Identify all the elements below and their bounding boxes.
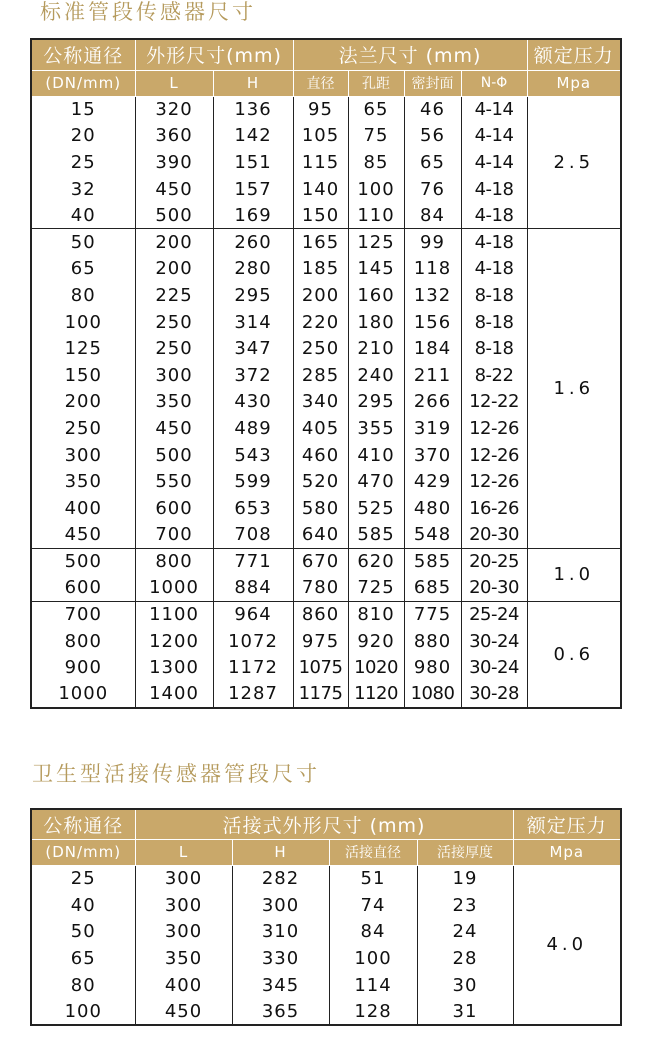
cell-height-h: 310 [232,918,329,945]
cell-seal-face: 99 [404,229,461,256]
cell-height-h: 169 [213,202,293,229]
cell-height-h: 345 [232,972,329,999]
cell-hole-distance: 295 [348,389,404,416]
cell-nominal-diameter: 600 [31,575,135,602]
cell-flange-diameter: 285 [293,362,348,389]
cell-height-h: 372 [213,362,293,389]
cell-bolt-spec: 20-25 [461,548,527,575]
cell-length-l: 1300 [135,654,213,681]
cell-bolt-spec: 30-24 [461,628,527,655]
cell-seal-face: 211 [404,362,461,389]
section-title-standard: 标准管段传感器尺寸 [40,0,256,24]
cell-flange-diameter: 780 [293,575,348,602]
cell-hole-distance: 145 [348,256,404,283]
header-rated-pressure: 额定压力 [527,39,621,70]
cell-union-diameter: 128 [329,998,417,1025]
cell-union-diameter: 114 [329,972,417,999]
cell-nominal-diameter: 80 [31,282,135,309]
cell-bolt-spec: 4-14 [461,149,527,176]
cell-length-l: 390 [135,149,213,176]
cell-seal-face: 980 [404,654,461,681]
cell-height-h: 295 [213,282,293,309]
cell-nominal-diameter: 350 [31,468,135,495]
cell-seal-face: 132 [404,282,461,309]
cell-hole-distance: 100 [348,176,404,203]
cell-hole-distance: 125 [348,229,404,256]
cell-bolt-spec: 30-24 [461,654,527,681]
cell-length-l: 1400 [135,681,213,708]
cell-bolt-spec: 8-18 [461,335,527,362]
cell-height-h: 136 [213,96,293,123]
cell-nominal-diameter: 100 [31,309,135,336]
cell-nominal-diameter: 40 [31,202,135,229]
cell-nominal-diameter: 150 [31,362,135,389]
cell-nominal-diameter: 125 [31,335,135,362]
header-bolts: N-Φ [461,70,527,96]
header-nominal-diameter: 公称通径 [31,39,135,70]
header2-L: L [135,839,232,865]
cell-hole-distance: 620 [348,548,404,575]
cell-nominal-diameter: 25 [31,149,135,176]
cell-bolt-spec: 8-18 [461,282,527,309]
cell-height-h: 964 [213,601,293,628]
header-diameter: 直径 [293,70,348,96]
header2-nominal-diameter: 公称通径 [31,809,135,839]
cell-bolt-spec: 8-18 [461,309,527,336]
cell-length-l: 500 [135,442,213,469]
cell-nominal-diameter: 700 [31,601,135,628]
cell-height-h: 347 [213,335,293,362]
header2-union-diameter: 活接直径 [329,839,417,865]
cell-nominal-diameter: 20 [31,123,135,150]
cell-seal-face: 429 [404,468,461,495]
cell-length-l: 300 [135,362,213,389]
cell-bolt-spec: 12-26 [461,415,527,442]
cell-bolt-spec: 30-28 [461,681,527,708]
cell-bolt-spec: 12-26 [461,442,527,469]
cell-union-thickness: 28 [417,945,513,972]
cell-seal-face: 685 [404,575,461,602]
cell-height-h: 330 [232,945,329,972]
cell-union-thickness: 23 [417,892,513,919]
cell-hole-distance: 725 [348,575,404,602]
cell-seal-face: 880 [404,628,461,655]
cell-bolt-spec: 4-18 [461,202,527,229]
cell-flange-diameter: 520 [293,468,348,495]
cell-union-thickness: 19 [417,865,513,892]
cell-nominal-diameter: 250 [31,415,135,442]
cell-seal-face: 548 [404,522,461,549]
cell-height-h: 1172 [213,654,293,681]
table-row [31,96,621,123]
header-hole-distance: 孔距 [348,70,404,96]
cell-height-h: 599 [213,468,293,495]
cell-length-l: 500 [135,202,213,229]
cell-nominal-diameter: 50 [31,918,135,945]
cell-hole-distance: 65 [348,96,404,123]
sanitary-union-dimensions-table [30,808,622,1026]
cell-hole-distance: 180 [348,309,404,336]
header-L: L [135,70,213,96]
cell-seal-face: 266 [404,389,461,416]
cell-height-h: 771 [213,548,293,575]
cell-hole-distance: 810 [348,601,404,628]
cell-seal-face: 46 [404,96,461,123]
table-row [31,548,621,575]
cell-nominal-diameter: 65 [31,945,135,972]
header-flange-size: 法兰尺寸 (mm) [293,39,527,70]
cell-nominal-diameter: 800 [31,628,135,655]
cell-flange-diameter: 1175 [293,681,348,708]
cell-length-l: 350 [135,389,213,416]
header2-H: H [232,839,329,865]
cell-nominal-diameter: 400 [31,495,135,522]
cell-seal-face: 184 [404,335,461,362]
cell-seal-face: 480 [404,495,461,522]
cell-bolt-spec: 25-24 [461,601,527,628]
cell-seal-face: 76 [404,176,461,203]
cell-length-l: 550 [135,468,213,495]
cell-nominal-diameter: 900 [31,654,135,681]
cell-length-l: 225 [135,282,213,309]
cell-bolt-spec: 4-14 [461,123,527,150]
cell-seal-face: 1080 [404,681,461,708]
cell-flange-diameter: 640 [293,522,348,549]
cell-hole-distance: 355 [348,415,404,442]
cell-seal-face: 56 [404,123,461,150]
cell-seal-face: 585 [404,548,461,575]
cell-bolt-spec: 12-26 [461,468,527,495]
cell-union-thickness: 31 [417,998,513,1025]
cell-hole-distance: 85 [348,149,404,176]
cell-flange-diameter: 580 [293,495,348,522]
cell-seal-face: 84 [404,202,461,229]
cell-length-l: 450 [135,176,213,203]
cell-flange-diameter: 975 [293,628,348,655]
cell-union-diameter: 84 [329,918,417,945]
cell-nominal-diameter: 300 [31,442,135,469]
cell-length-l: 250 [135,309,213,336]
cell-height-h: 653 [213,495,293,522]
cell-hole-distance: 210 [348,335,404,362]
cell-hole-distance: 240 [348,362,404,389]
cell-height-h: 280 [213,256,293,283]
cell-union-diameter: 74 [329,892,417,919]
cell-height-h: 543 [213,442,293,469]
cell-length-l: 1200 [135,628,213,655]
cell-nominal-diameter: 40 [31,892,135,919]
cell-nominal-diameter: 200 [31,389,135,416]
cell-rated-pressure: 2.5 [527,96,621,229]
cell-flange-diameter: 105 [293,123,348,150]
cell-seal-face: 118 [404,256,461,283]
cell-union-thickness: 24 [417,918,513,945]
cell-hole-distance: 160 [348,282,404,309]
cell-nominal-diameter: 450 [31,522,135,549]
cell-length-l: 320 [135,96,213,123]
cell-length-l: 800 [135,548,213,575]
header2-rated-pressure: 额定压力 [513,809,621,839]
cell-union-diameter: 100 [329,945,417,972]
cell-bolt-spec: 4-18 [461,229,527,256]
cell-flange-diameter: 250 [293,335,348,362]
cell-nominal-diameter: 25 [31,865,135,892]
cell-height-h: 430 [213,389,293,416]
cell-nominal-diameter: 100 [31,998,135,1025]
cell-height-h: 260 [213,229,293,256]
table-row [31,601,621,628]
header-pressure-unit: Mpa [527,70,621,96]
cell-length-l: 350 [135,945,232,972]
cell-length-l: 600 [135,495,213,522]
cell-hole-distance: 410 [348,442,404,469]
cell-seal-face: 319 [404,415,461,442]
cell-length-l: 300 [135,865,232,892]
cell-rated-pressure: 0.6 [527,601,621,707]
cell-height-h: 142 [213,123,293,150]
cell-union-diameter: 51 [329,865,417,892]
cell-height-h: 314 [213,309,293,336]
cell-bolt-spec: 16-26 [461,495,527,522]
cell-height-h: 282 [232,865,329,892]
cell-flange-diameter: 670 [293,548,348,575]
cell-height-h: 151 [213,149,293,176]
cell-hole-distance: 585 [348,522,404,549]
cell-bolt-spec: 4-18 [461,176,527,203]
cell-length-l: 700 [135,522,213,549]
cell-flange-diameter: 405 [293,415,348,442]
cell-nominal-diameter: 15 [31,96,135,123]
header-nominal-unit: (DN/mm) [31,70,135,96]
section-title-sanitary: 卫生型活接传感器管段尺寸 [32,762,320,786]
cell-hole-distance: 1120 [348,681,404,708]
cell-flange-diameter: 460 [293,442,348,469]
cell-length-l: 450 [135,415,213,442]
cell-length-l: 400 [135,972,232,999]
cell-height-h: 708 [213,522,293,549]
cell-seal-face: 370 [404,442,461,469]
cell-rated-pressure: 1.6 [527,229,621,548]
cell-flange-diameter: 140 [293,176,348,203]
cell-length-l: 200 [135,229,213,256]
cell-rated-pressure: 4.0 [513,865,621,1025]
cell-bolt-spec: 4-18 [461,256,527,283]
cell-flange-diameter: 95 [293,96,348,123]
cell-length-l: 200 [135,256,213,283]
cell-flange-diameter: 200 [293,282,348,309]
cell-flange-diameter: 860 [293,601,348,628]
cell-hole-distance: 110 [348,202,404,229]
cell-flange-diameter: 185 [293,256,348,283]
table-row [31,229,621,256]
cell-nominal-diameter: 32 [31,176,135,203]
cell-height-h: 489 [213,415,293,442]
cell-height-h: 1287 [213,681,293,708]
header2-union-thickness: 活接厚度 [417,839,513,865]
cell-hole-distance: 75 [348,123,404,150]
cell-nominal-diameter: 1000 [31,681,135,708]
cell-seal-face: 65 [404,149,461,176]
cell-flange-diameter: 340 [293,389,348,416]
cell-nominal-diameter: 500 [31,548,135,575]
cell-height-h: 1072 [213,628,293,655]
cell-length-l: 1100 [135,601,213,628]
cell-union-thickness: 30 [417,972,513,999]
cell-bolt-spec: 20-30 [461,575,527,602]
cell-flange-diameter: 165 [293,229,348,256]
cell-bolt-spec: 12-22 [461,389,527,416]
cell-hole-distance: 470 [348,468,404,495]
cell-nominal-diameter: 80 [31,972,135,999]
cell-length-l: 450 [135,998,232,1025]
cell-hole-distance: 920 [348,628,404,655]
cell-nominal-diameter: 50 [31,229,135,256]
cell-hole-distance: 525 [348,495,404,522]
header2-nominal-unit: (DN/mm) [31,839,135,865]
header2-pressure-unit: Mpa [513,839,621,865]
header-outline-size: 外形尺寸(mm) [135,39,293,70]
cell-bolt-spec: 4-14 [461,96,527,123]
cell-height-h: 365 [232,998,329,1025]
cell-bolt-spec: 8-22 [461,362,527,389]
cell-flange-diameter: 220 [293,309,348,336]
table-row [31,865,621,892]
cell-length-l: 1000 [135,575,213,602]
cell-flange-diameter: 115 [293,149,348,176]
cell-height-h: 157 [213,176,293,203]
cell-bolt-spec: 20-30 [461,522,527,549]
header-seal-face: 密封面 [404,70,461,96]
standard-pipe-dimensions-table [30,38,622,709]
cell-length-l: 300 [135,918,232,945]
cell-height-h: 884 [213,575,293,602]
cell-length-l: 360 [135,123,213,150]
cell-length-l: 250 [135,335,213,362]
cell-nominal-diameter: 65 [31,256,135,283]
cell-seal-face: 156 [404,309,461,336]
cell-height-h: 300 [232,892,329,919]
cell-flange-diameter: 1075 [293,654,348,681]
cell-seal-face: 775 [404,601,461,628]
cell-flange-diameter: 150 [293,202,348,229]
cell-rated-pressure: 1.0 [527,548,621,601]
cell-hole-distance: 1020 [348,654,404,681]
header-H: H [213,70,293,96]
header2-union-outline-size: 活接式外形尺寸 (mm) [135,809,513,839]
cell-length-l: 300 [135,892,232,919]
